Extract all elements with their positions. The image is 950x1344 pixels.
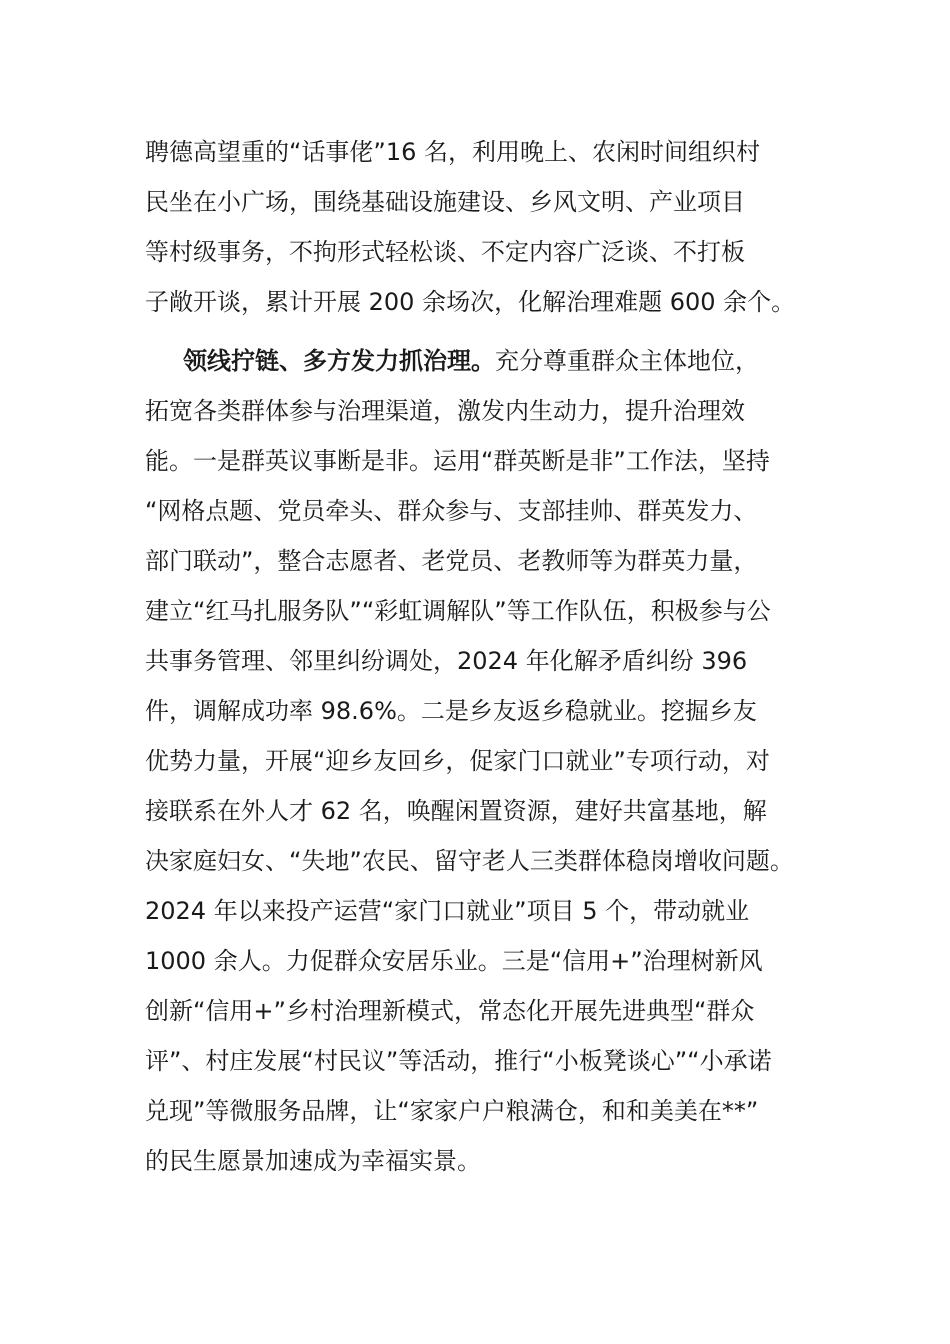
paragraph-2-line: 部门联动”，整合志愿者、老党员、老教师等为群英力量， [145, 547, 758, 575]
paragraph-2-line: 共事务管理、邻里纠纷调处，2024 年化解矛盾纠纷 396 [145, 647, 748, 675]
paragraph-1-line: 民坐在小广场，围绕基础设施建设、乡风文明、产业项目 [145, 188, 745, 216]
paragraph-2-line: 建立“红马扎服务队”“彩虹调解队”等工作队伍，积极参与公 [145, 597, 771, 625]
paragraph-2-line: 1000 余人。力促群众安居乐业。三是“信用+”治理树新风 [145, 947, 763, 975]
paragraph-1-line: 子敞开谈，累计开展 200 余场次，化解治理难题 600 余个。 [145, 288, 796, 316]
paragraph-2-line: 创新“信用+”乡村治理新模式，常态化开展先进典型“群众 [145, 997, 755, 1025]
paragraph-2-line: 件，调解成功率 98.6%。二是乡友返乡稳就业。挖掘乡友 [145, 697, 757, 725]
paragraph-2-first-line-text: 充分尊重群众主体地位， [495, 347, 759, 375]
paragraph-1 [145, 127, 825, 327]
paragraph-2-line: 接联系在外人才 62 名，唤醒闲置资源，建好共富基地，解 [145, 797, 767, 825]
paragraph-2-line: 兑现”等微服务品牌，让“家家户户粮满仓，和和美美在**” [145, 1097, 759, 1125]
paragraph-2-heading: 领线拧链、多方发力抓治理。 [183, 347, 495, 375]
paragraph-2-line: 的民生愿景加速成为幸福实景。 [145, 1147, 481, 1175]
paragraph-2-line: 2024 年以来投产运营“家门口就业”项目 5 个，带动就业 [145, 897, 750, 925]
paragraph-2-line: 优势力量，开展“迎乡友回乡，促家门口就业”专项行动，对 [145, 747, 770, 775]
paragraph-1-line: 等村级事务，不拘形式轻松谈、不定内容广泛谈、不打板 [145, 238, 745, 266]
paragraph-2-line: 评”、村庄发展“村民议”等活动，推行“小板凳谈心”“小承诺 [145, 1047, 772, 1075]
paragraph-1-line: 聘德高望重的“话事佬”16 名，利用晚上、农闲时间组织村 [145, 138, 761, 166]
paragraph-2-line: 决家庭妇女、“失地”农民、留守老人三类群体稳岗增收问题。 [145, 847, 794, 875]
paragraph-2-first-line [145, 336, 825, 386]
paragraph-2 [145, 336, 825, 1186]
paragraph-2-line: 拓宽各类群体参与治理渠道，激发内生动力，提升治理效 [145, 397, 745, 425]
paragraph-2-line: “网格点题、党员牵头、群众参与、支部挂帅、群英发力、 [145, 497, 758, 525]
paragraph-2-line: 能。一是群英议事断是非。运用“群英断是非”工作法，坚持 [145, 447, 770, 475]
